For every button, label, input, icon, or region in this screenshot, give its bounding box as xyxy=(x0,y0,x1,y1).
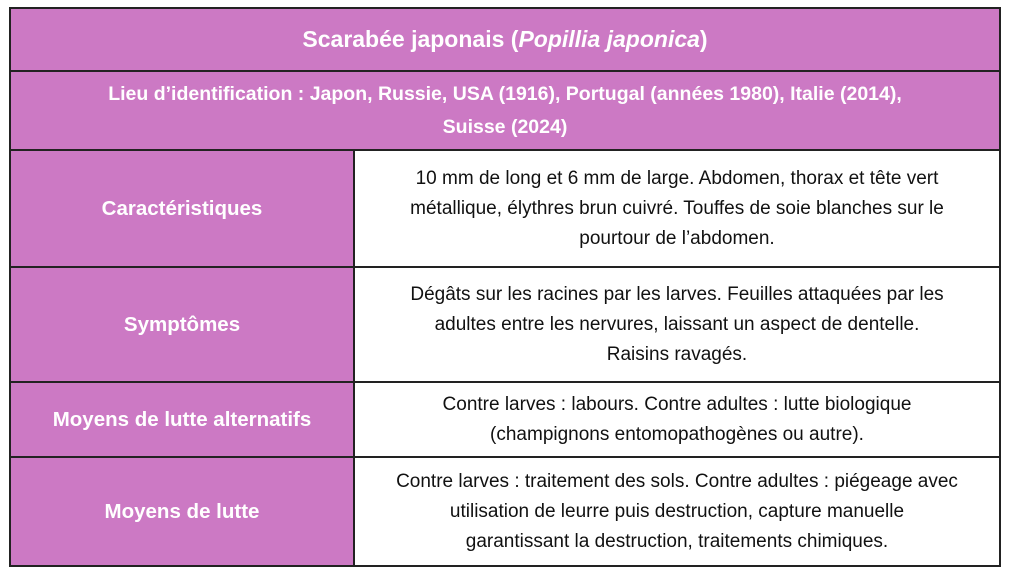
table-row-symptomes xyxy=(11,268,999,383)
row-value-line: Raisins ravagés. xyxy=(606,343,748,365)
location-line-1: Lieu d’identification : Japon, Russie, USA (1916), Portugal (années 1980), Italie (2014), xyxy=(108,82,902,105)
row-value-line: métallique, élythres brun cuivré. Touffes de soie blanches sur le xyxy=(410,197,944,219)
row-label: Caractéristiques xyxy=(11,151,355,266)
row-value-line: Dégâts sur les racines par les larves. Feuilles attaquées par les xyxy=(410,283,944,305)
row-value xyxy=(355,383,999,456)
row-value-line: (champignons entomopathogènes ou autre). xyxy=(490,423,864,445)
row-label: Moyens de lutte xyxy=(11,458,355,565)
row-value xyxy=(355,268,999,381)
table-title xyxy=(11,9,999,72)
row-value-line: garantissant la destruction, traitements chimiques. xyxy=(465,530,889,552)
location-row xyxy=(11,72,999,151)
row-value-line: Contre larves : labours. Contre adultes : lutte biologique xyxy=(442,393,912,415)
row-value-line: adultes entre les nervures, laissant un aspect de dentelle. xyxy=(434,313,920,335)
species-name: Popillia japonica xyxy=(518,26,700,52)
pest-info-table xyxy=(9,7,1001,567)
row-value-line: 10 mm de long et 6 mm de large. Abdomen, thorax et tête vert xyxy=(415,167,939,189)
location-line-2: Suisse (2024) xyxy=(442,115,568,138)
row-label: Moyens de lutte alternatifs xyxy=(11,383,355,456)
row-label: Symptômes xyxy=(11,268,355,381)
table-row-lutte-alternatifs xyxy=(11,383,999,458)
row-value xyxy=(355,458,999,565)
title-prefix: Scarabée japonais ( xyxy=(302,26,519,52)
row-value-line: pourtour de l’abdomen. xyxy=(579,227,775,249)
row-value-line: Contre larves : traitement des sols. Contre adultes : piégeage avec xyxy=(396,470,958,492)
title-suffix: ) xyxy=(699,26,708,52)
row-value-line: utilisation de leurre puis destruction, capture manuelle xyxy=(449,500,905,522)
row-value xyxy=(355,151,999,266)
table-row-lutte xyxy=(11,458,999,565)
table-row-caracteristiques xyxy=(11,151,999,268)
